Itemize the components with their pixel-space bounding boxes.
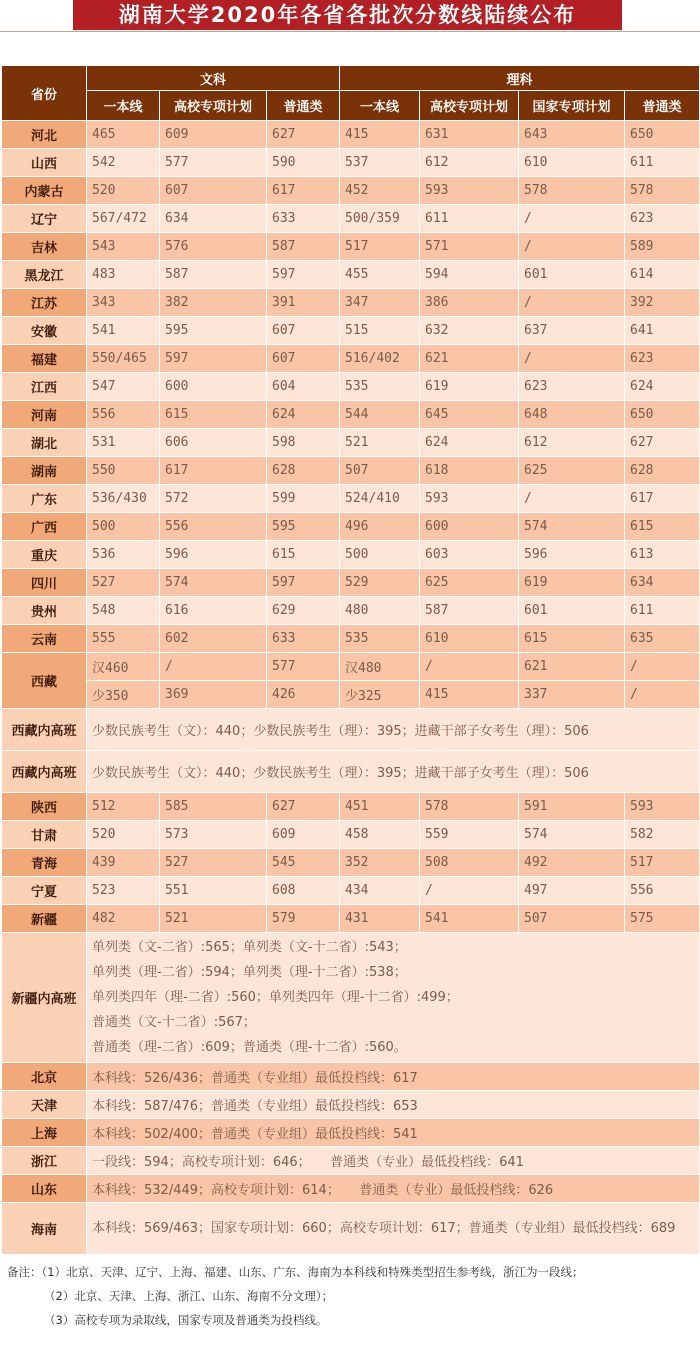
score-cell: 606 bbox=[160, 429, 267, 457]
score-cell: 590 bbox=[267, 149, 340, 177]
score-cell: 600 bbox=[160, 373, 267, 401]
province-cell: 福建 bbox=[2, 345, 87, 373]
table-row bbox=[2, 289, 700, 317]
province-cell: 西藏 bbox=[2, 653, 87, 709]
score-cell: / bbox=[625, 653, 700, 681]
note-rows bbox=[2, 933, 700, 1063]
table-row bbox=[2, 345, 700, 373]
column-header: 一本线 bbox=[87, 91, 160, 121]
note-line: 普通类（理-二省）:609；普通类（理-十二省）:560。 bbox=[92, 1040, 407, 1055]
score-cell: 608 bbox=[267, 877, 340, 905]
score-cell: 431 bbox=[340, 905, 420, 933]
province-cell: 广东 bbox=[2, 485, 87, 513]
score-cell: 555 bbox=[87, 625, 160, 653]
score-cell: 632 bbox=[420, 317, 519, 345]
table-row bbox=[2, 317, 700, 345]
score-cell: 574 bbox=[519, 513, 625, 541]
score-cell: 633 bbox=[267, 625, 340, 653]
footnote-line bbox=[7, 1260, 697, 1284]
score-cell: 455 bbox=[340, 261, 420, 289]
score-cell: 515 bbox=[340, 317, 420, 345]
table-row bbox=[2, 429, 700, 457]
score-cell: 637 bbox=[519, 317, 625, 345]
score-cell: 531 bbox=[87, 429, 160, 457]
score-cell: 596 bbox=[519, 541, 625, 569]
province-cell: 陕西 bbox=[2, 793, 87, 821]
score-cell: 634 bbox=[625, 569, 700, 597]
table-row bbox=[2, 1063, 700, 1091]
score-cell: 613 bbox=[625, 541, 700, 569]
score-cell: 576 bbox=[160, 233, 267, 261]
score-cell: 550 bbox=[87, 457, 160, 485]
score-cell: 529 bbox=[340, 569, 420, 597]
score-cell: 610 bbox=[420, 625, 519, 653]
score-cell: 521 bbox=[340, 429, 420, 457]
score-cell: 521 bbox=[160, 905, 267, 933]
province-cell: 山西 bbox=[2, 149, 87, 177]
score-cell: / bbox=[519, 233, 625, 261]
score-cell: 595 bbox=[160, 317, 267, 345]
table-row bbox=[2, 513, 700, 541]
group-header-wenke: 文科 bbox=[87, 66, 340, 91]
score-cell: 512 bbox=[87, 793, 160, 821]
score-cell: 621 bbox=[519, 653, 625, 681]
score-cell: 550/465 bbox=[87, 345, 160, 373]
province-cell: 湖南 bbox=[2, 457, 87, 485]
table-row bbox=[2, 261, 700, 289]
province-cell: 河南 bbox=[2, 401, 87, 429]
score-cell: 587 bbox=[267, 233, 340, 261]
table-row bbox=[2, 597, 700, 625]
score-cell: 604 bbox=[267, 373, 340, 401]
score-cell: 500 bbox=[340, 541, 420, 569]
score-cell: 578 bbox=[420, 793, 519, 821]
score-cell: 541 bbox=[87, 317, 160, 345]
score-cell: 415 bbox=[340, 121, 420, 149]
score-cell: 625 bbox=[420, 569, 519, 597]
province-cell: 四川 bbox=[2, 569, 87, 597]
score-cell: 507 bbox=[340, 457, 420, 485]
score-cell: 628 bbox=[625, 457, 700, 485]
province-cell: 西藏内高班 bbox=[2, 751, 87, 793]
score-cell: 629 bbox=[267, 597, 340, 625]
score-cell: 617 bbox=[267, 177, 340, 205]
column-header: 普通类 bbox=[625, 91, 700, 121]
province-cell: 山东 bbox=[2, 1175, 87, 1203]
score-cell: 548 bbox=[87, 597, 160, 625]
score-cell: 386 bbox=[420, 289, 519, 317]
table-row bbox=[2, 401, 700, 429]
score-cell: 627 bbox=[625, 429, 700, 457]
group-header-like: 理科 bbox=[340, 66, 700, 91]
score-cell: 617 bbox=[160, 457, 267, 485]
tibet-rows bbox=[2, 653, 700, 793]
score-cell: 585 bbox=[160, 793, 267, 821]
score-cell: 641 bbox=[625, 317, 700, 345]
province-cell: 上海 bbox=[2, 1119, 87, 1147]
score-cell: 439 bbox=[87, 849, 160, 877]
score-cell: 624 bbox=[267, 401, 340, 429]
table-row bbox=[2, 849, 700, 877]
score-cell: 624 bbox=[625, 373, 700, 401]
province-cell: 天津 bbox=[2, 1091, 87, 1119]
table-row bbox=[2, 373, 700, 401]
province-cell: 黑龙江 bbox=[2, 261, 87, 289]
score-cell: 610 bbox=[519, 149, 625, 177]
footnote-line: （3）高校专项为录取线，国家专项及普通类为投档线。 bbox=[44, 1313, 328, 1327]
score-cell: 527 bbox=[87, 569, 160, 597]
score-cell: 516/402 bbox=[340, 345, 420, 373]
score-cell: 599 bbox=[267, 485, 340, 513]
province-cell: 内蒙古 bbox=[2, 177, 87, 205]
table-row bbox=[2, 1119, 700, 1147]
province-cell: 甘肃 bbox=[2, 821, 87, 849]
score-cell: 571 bbox=[420, 233, 519, 261]
score-cell: 541 bbox=[420, 905, 519, 933]
score-cell: 625 bbox=[519, 457, 625, 485]
score-cell: 535 bbox=[340, 625, 420, 653]
score-rows-bottom bbox=[2, 793, 700, 933]
table-row bbox=[2, 625, 700, 653]
score-cell: 627 bbox=[267, 793, 340, 821]
score-cell: 415 bbox=[420, 681, 519, 709]
score-cell: 650 bbox=[625, 121, 700, 149]
score-cell: 609 bbox=[160, 121, 267, 149]
score-cell: 352 bbox=[340, 849, 420, 877]
score-cell: 343 bbox=[87, 289, 160, 317]
score-cell: 615 bbox=[519, 625, 625, 653]
score-cell: 615 bbox=[625, 513, 700, 541]
score-cell: 452 bbox=[340, 177, 420, 205]
score-cell: 391 bbox=[267, 289, 340, 317]
province-cell: 河北 bbox=[2, 121, 87, 149]
score-cell: 633 bbox=[267, 205, 340, 233]
score-cell: 575 bbox=[625, 905, 700, 933]
score-cell: 520 bbox=[87, 821, 160, 849]
score-cell: 650 bbox=[625, 401, 700, 429]
score-cell: / bbox=[519, 485, 625, 513]
province-cell: 西藏内高班 bbox=[2, 709, 87, 751]
score-cell: 621 bbox=[420, 345, 519, 373]
score-cell: 623 bbox=[625, 205, 700, 233]
hainan-row bbox=[2, 1203, 700, 1255]
score-cell: 369 bbox=[160, 681, 267, 709]
score-cell: / bbox=[420, 877, 519, 905]
score-cell: 507 bbox=[519, 905, 625, 933]
province-header: 省份 bbox=[2, 66, 87, 121]
province-cell: 湖北 bbox=[2, 429, 87, 457]
score-cell: 593 bbox=[625, 793, 700, 821]
province-note-rows bbox=[2, 1063, 700, 1203]
score-cell: 623 bbox=[625, 345, 700, 373]
column-header: 高校专项计划 bbox=[160, 91, 267, 121]
score-cell: 619 bbox=[420, 373, 519, 401]
score-cell: 616 bbox=[160, 597, 267, 625]
score-cell: 527 bbox=[160, 849, 267, 877]
score-cell: 508 bbox=[420, 849, 519, 877]
score-cell: 623 bbox=[519, 373, 625, 401]
score-cell: 635 bbox=[625, 625, 700, 653]
table-row bbox=[2, 205, 700, 233]
score-cell: 624 bbox=[420, 429, 519, 457]
note-cell: 少数民族考生（文）：440；少数民族考生（理）：395；进藏干部子女考生（理）：506 bbox=[87, 751, 700, 793]
score-cell: / bbox=[519, 205, 625, 233]
score-cell: 595 bbox=[267, 513, 340, 541]
score-cell: 542 bbox=[87, 149, 160, 177]
note-line: 单列类四年（理-二省）:560；单列类四年（理-十二省）:499； bbox=[92, 990, 459, 1005]
table-row bbox=[2, 121, 700, 149]
score-cell: 451 bbox=[340, 793, 420, 821]
score-cell: 537 bbox=[340, 149, 420, 177]
province-cell: 江苏 bbox=[2, 289, 87, 317]
footnotes bbox=[7, 1260, 697, 1332]
province-cell: 贵州 bbox=[2, 597, 87, 625]
score-cell: 392 bbox=[625, 289, 700, 317]
divider bbox=[0, 31, 700, 32]
score-cell: 611 bbox=[625, 149, 700, 177]
score-cell: 482 bbox=[87, 905, 160, 933]
footnote-text: （1）北京、天津、辽宁、上海、福建、山东、广东、海南为本科线和特殊类型招生参考线，浙江为一段线； bbox=[41, 1265, 584, 1279]
score-cell: 523 bbox=[87, 877, 160, 905]
score-cell: 535 bbox=[340, 373, 420, 401]
score-cell: 573 bbox=[160, 821, 267, 849]
score-cell: 600 bbox=[420, 513, 519, 541]
score-cell: 615 bbox=[160, 401, 267, 429]
score-cell: 500 bbox=[87, 513, 160, 541]
score-cell: 556 bbox=[87, 401, 160, 429]
score-cell: 611 bbox=[420, 205, 519, 233]
column-header: 高校专项计划 bbox=[420, 91, 519, 121]
score-cell: 578 bbox=[625, 177, 700, 205]
table-row bbox=[2, 485, 700, 513]
province-cell: 安徽 bbox=[2, 317, 87, 345]
score-cell: 577 bbox=[267, 653, 340, 681]
score-cell: 603 bbox=[420, 541, 519, 569]
table-row bbox=[2, 569, 700, 597]
score-cell: 607 bbox=[267, 317, 340, 345]
score-cell: 567/472 bbox=[87, 205, 160, 233]
score-cell: 465 bbox=[87, 121, 160, 149]
score-cell: 434 bbox=[340, 877, 420, 905]
score-table bbox=[1, 65, 700, 1255]
note-cell: 一段线：594；高校专项计划：646； 普通类（专业）最低投档线：641 bbox=[87, 1147, 700, 1175]
score-cell: 500/359 bbox=[340, 205, 420, 233]
score-cell: 536 bbox=[87, 541, 160, 569]
score-cell: 536/430 bbox=[87, 485, 160, 513]
score-cell: 426 bbox=[267, 681, 340, 709]
page-title-banner: 湖南大学2020年各省各批次分数线陆续公布 bbox=[73, 0, 622, 30]
score-cell: 524/410 bbox=[340, 485, 420, 513]
score-cell: 496 bbox=[340, 513, 420, 541]
score-cell: 574 bbox=[160, 569, 267, 597]
note-cell: 少数民族考生（文）：440；少数民族考生（理）：395；进藏干部子女考生（理）：506 bbox=[87, 709, 700, 751]
table-row bbox=[2, 1175, 700, 1203]
score-cell: 520 bbox=[87, 177, 160, 205]
footnote-label: 备注： bbox=[7, 1265, 42, 1279]
score-cell: 577 bbox=[160, 149, 267, 177]
score-cell: 593 bbox=[420, 485, 519, 513]
score-cell: 572 bbox=[160, 485, 267, 513]
province-cell: 新疆内高班 bbox=[2, 933, 87, 1063]
score-cell: / bbox=[625, 681, 700, 709]
score-cell: 631 bbox=[420, 121, 519, 149]
score-cell: 627 bbox=[267, 121, 340, 149]
score-cell: 601 bbox=[519, 261, 625, 289]
table-row bbox=[2, 233, 700, 261]
score-cell: 587 bbox=[420, 597, 519, 625]
score-cell: / bbox=[420, 653, 519, 681]
note-cell: 本科线：526/436；普通类（专业组）最低投档线：617 bbox=[87, 1063, 700, 1091]
table-row bbox=[2, 149, 700, 177]
score-cell: 559 bbox=[420, 821, 519, 849]
score-cell: 347 bbox=[340, 289, 420, 317]
table-row bbox=[2, 793, 700, 821]
note-cell: 本科线：569/463；国家专项计划：660；高校专项计划：617；普通类（专业组）最低投档线：689 bbox=[87, 1203, 700, 1255]
province-cell: 新疆 bbox=[2, 905, 87, 933]
province-cell: 云南 bbox=[2, 625, 87, 653]
score-cell: 593 bbox=[420, 177, 519, 205]
province-cell: 江西 bbox=[2, 373, 87, 401]
score-cell: 556 bbox=[160, 513, 267, 541]
footnote-line: （2）北京、天津、上海、浙江、山东、海南不分文理）； bbox=[44, 1289, 334, 1303]
score-cell: 551 bbox=[160, 877, 267, 905]
score-cell: 602 bbox=[160, 625, 267, 653]
province-cell: 青海 bbox=[2, 849, 87, 877]
score-cell: 517 bbox=[625, 849, 700, 877]
province-cell: 北京 bbox=[2, 1063, 87, 1091]
note-cell bbox=[87, 933, 700, 1063]
note-line: 普通类（文-十二省）:567； bbox=[92, 1015, 256, 1030]
score-cell: 596 bbox=[160, 541, 267, 569]
column-header: 普通类 bbox=[267, 91, 340, 121]
score-cell: 598 bbox=[267, 429, 340, 457]
table-row bbox=[2, 1091, 700, 1119]
score-cell: 汉480 bbox=[340, 653, 420, 681]
score-rows-top bbox=[2, 121, 700, 653]
score-cell: 611 bbox=[625, 597, 700, 625]
score-cell: 615 bbox=[267, 541, 340, 569]
score-cell: 617 bbox=[625, 485, 700, 513]
score-cell: 544 bbox=[340, 401, 420, 429]
score-cell: 483 bbox=[87, 261, 160, 289]
table-row bbox=[2, 541, 700, 569]
note-line: 单列类（理-二省）:594；单列类（理-十二省）:538； bbox=[92, 965, 407, 980]
province-cell: 宁夏 bbox=[2, 877, 87, 905]
score-cell: 634 bbox=[160, 205, 267, 233]
score-cell: / bbox=[519, 289, 625, 317]
score-cell: 337 bbox=[519, 681, 625, 709]
score-cell: 648 bbox=[519, 401, 625, 429]
score-cell: 607 bbox=[160, 177, 267, 205]
score-cell: 645 bbox=[420, 401, 519, 429]
score-cell: 597 bbox=[267, 261, 340, 289]
note-cell: 本科线：502/400；普通类（专业组）最低投档线：541 bbox=[87, 1119, 700, 1147]
table-row bbox=[2, 877, 700, 905]
score-cell: 589 bbox=[625, 233, 700, 261]
column-header: 一本线 bbox=[340, 91, 420, 121]
column-header: 国家专项计划 bbox=[519, 91, 625, 121]
table-row bbox=[2, 905, 700, 933]
score-cell: 579 bbox=[267, 905, 340, 933]
score-cell: 497 bbox=[519, 877, 625, 905]
score-cell: 618 bbox=[420, 457, 519, 485]
province-cell: 浙江 bbox=[2, 1147, 87, 1175]
score-cell: 582 bbox=[625, 821, 700, 849]
score-cell: 591 bbox=[519, 793, 625, 821]
table-row bbox=[2, 821, 700, 849]
score-cell: / bbox=[160, 653, 267, 681]
score-cell: 597 bbox=[160, 345, 267, 373]
score-cell: 609 bbox=[267, 821, 340, 849]
score-cell: 492 bbox=[519, 849, 625, 877]
table-row bbox=[2, 177, 700, 205]
note-cell: 本科线：532/449；高校专项计划：614； 普通类（专业）最低投档线：626 bbox=[87, 1175, 700, 1203]
note-cell: 本科线：587/476；普通类（专业组）最低投档线：653 bbox=[87, 1091, 700, 1119]
score-cell: 480 bbox=[340, 597, 420, 625]
score-cell: 612 bbox=[420, 149, 519, 177]
score-cell: 587 bbox=[160, 261, 267, 289]
table-row bbox=[2, 1147, 700, 1175]
score-cell: 458 bbox=[340, 821, 420, 849]
score-cell: 643 bbox=[519, 121, 625, 149]
score-cell: 少350 bbox=[87, 681, 160, 709]
note-line: 单列类（文-二省）:565；单列类（文-十二省）:543； bbox=[92, 940, 407, 955]
table-row bbox=[2, 457, 700, 485]
province-cell: 海南 bbox=[2, 1203, 87, 1255]
province-cell: 重庆 bbox=[2, 541, 87, 569]
score-cell: 545 bbox=[267, 849, 340, 877]
score-cell: 594 bbox=[420, 261, 519, 289]
score-cell: 543 bbox=[87, 233, 160, 261]
score-cell: 597 bbox=[267, 569, 340, 597]
province-cell: 广西 bbox=[2, 513, 87, 541]
score-cell: 382 bbox=[160, 289, 267, 317]
score-cell: 614 bbox=[625, 261, 700, 289]
province-cell: 辽宁 bbox=[2, 205, 87, 233]
score-cell: 628 bbox=[267, 457, 340, 485]
score-cell: 607 bbox=[267, 345, 340, 373]
score-cell: 619 bbox=[519, 569, 625, 597]
province-cell: 吉林 bbox=[2, 233, 87, 261]
score-cell: 601 bbox=[519, 597, 625, 625]
score-cell: 汉460 bbox=[87, 653, 160, 681]
score-cell: 少325 bbox=[340, 681, 420, 709]
score-cell: / bbox=[519, 345, 625, 373]
score-cell: 547 bbox=[87, 373, 160, 401]
score-cell: 556 bbox=[625, 877, 700, 905]
score-cell: 574 bbox=[519, 821, 625, 849]
score-cell: 578 bbox=[519, 177, 625, 205]
score-cell: 517 bbox=[340, 233, 420, 261]
score-cell: 612 bbox=[519, 429, 625, 457]
